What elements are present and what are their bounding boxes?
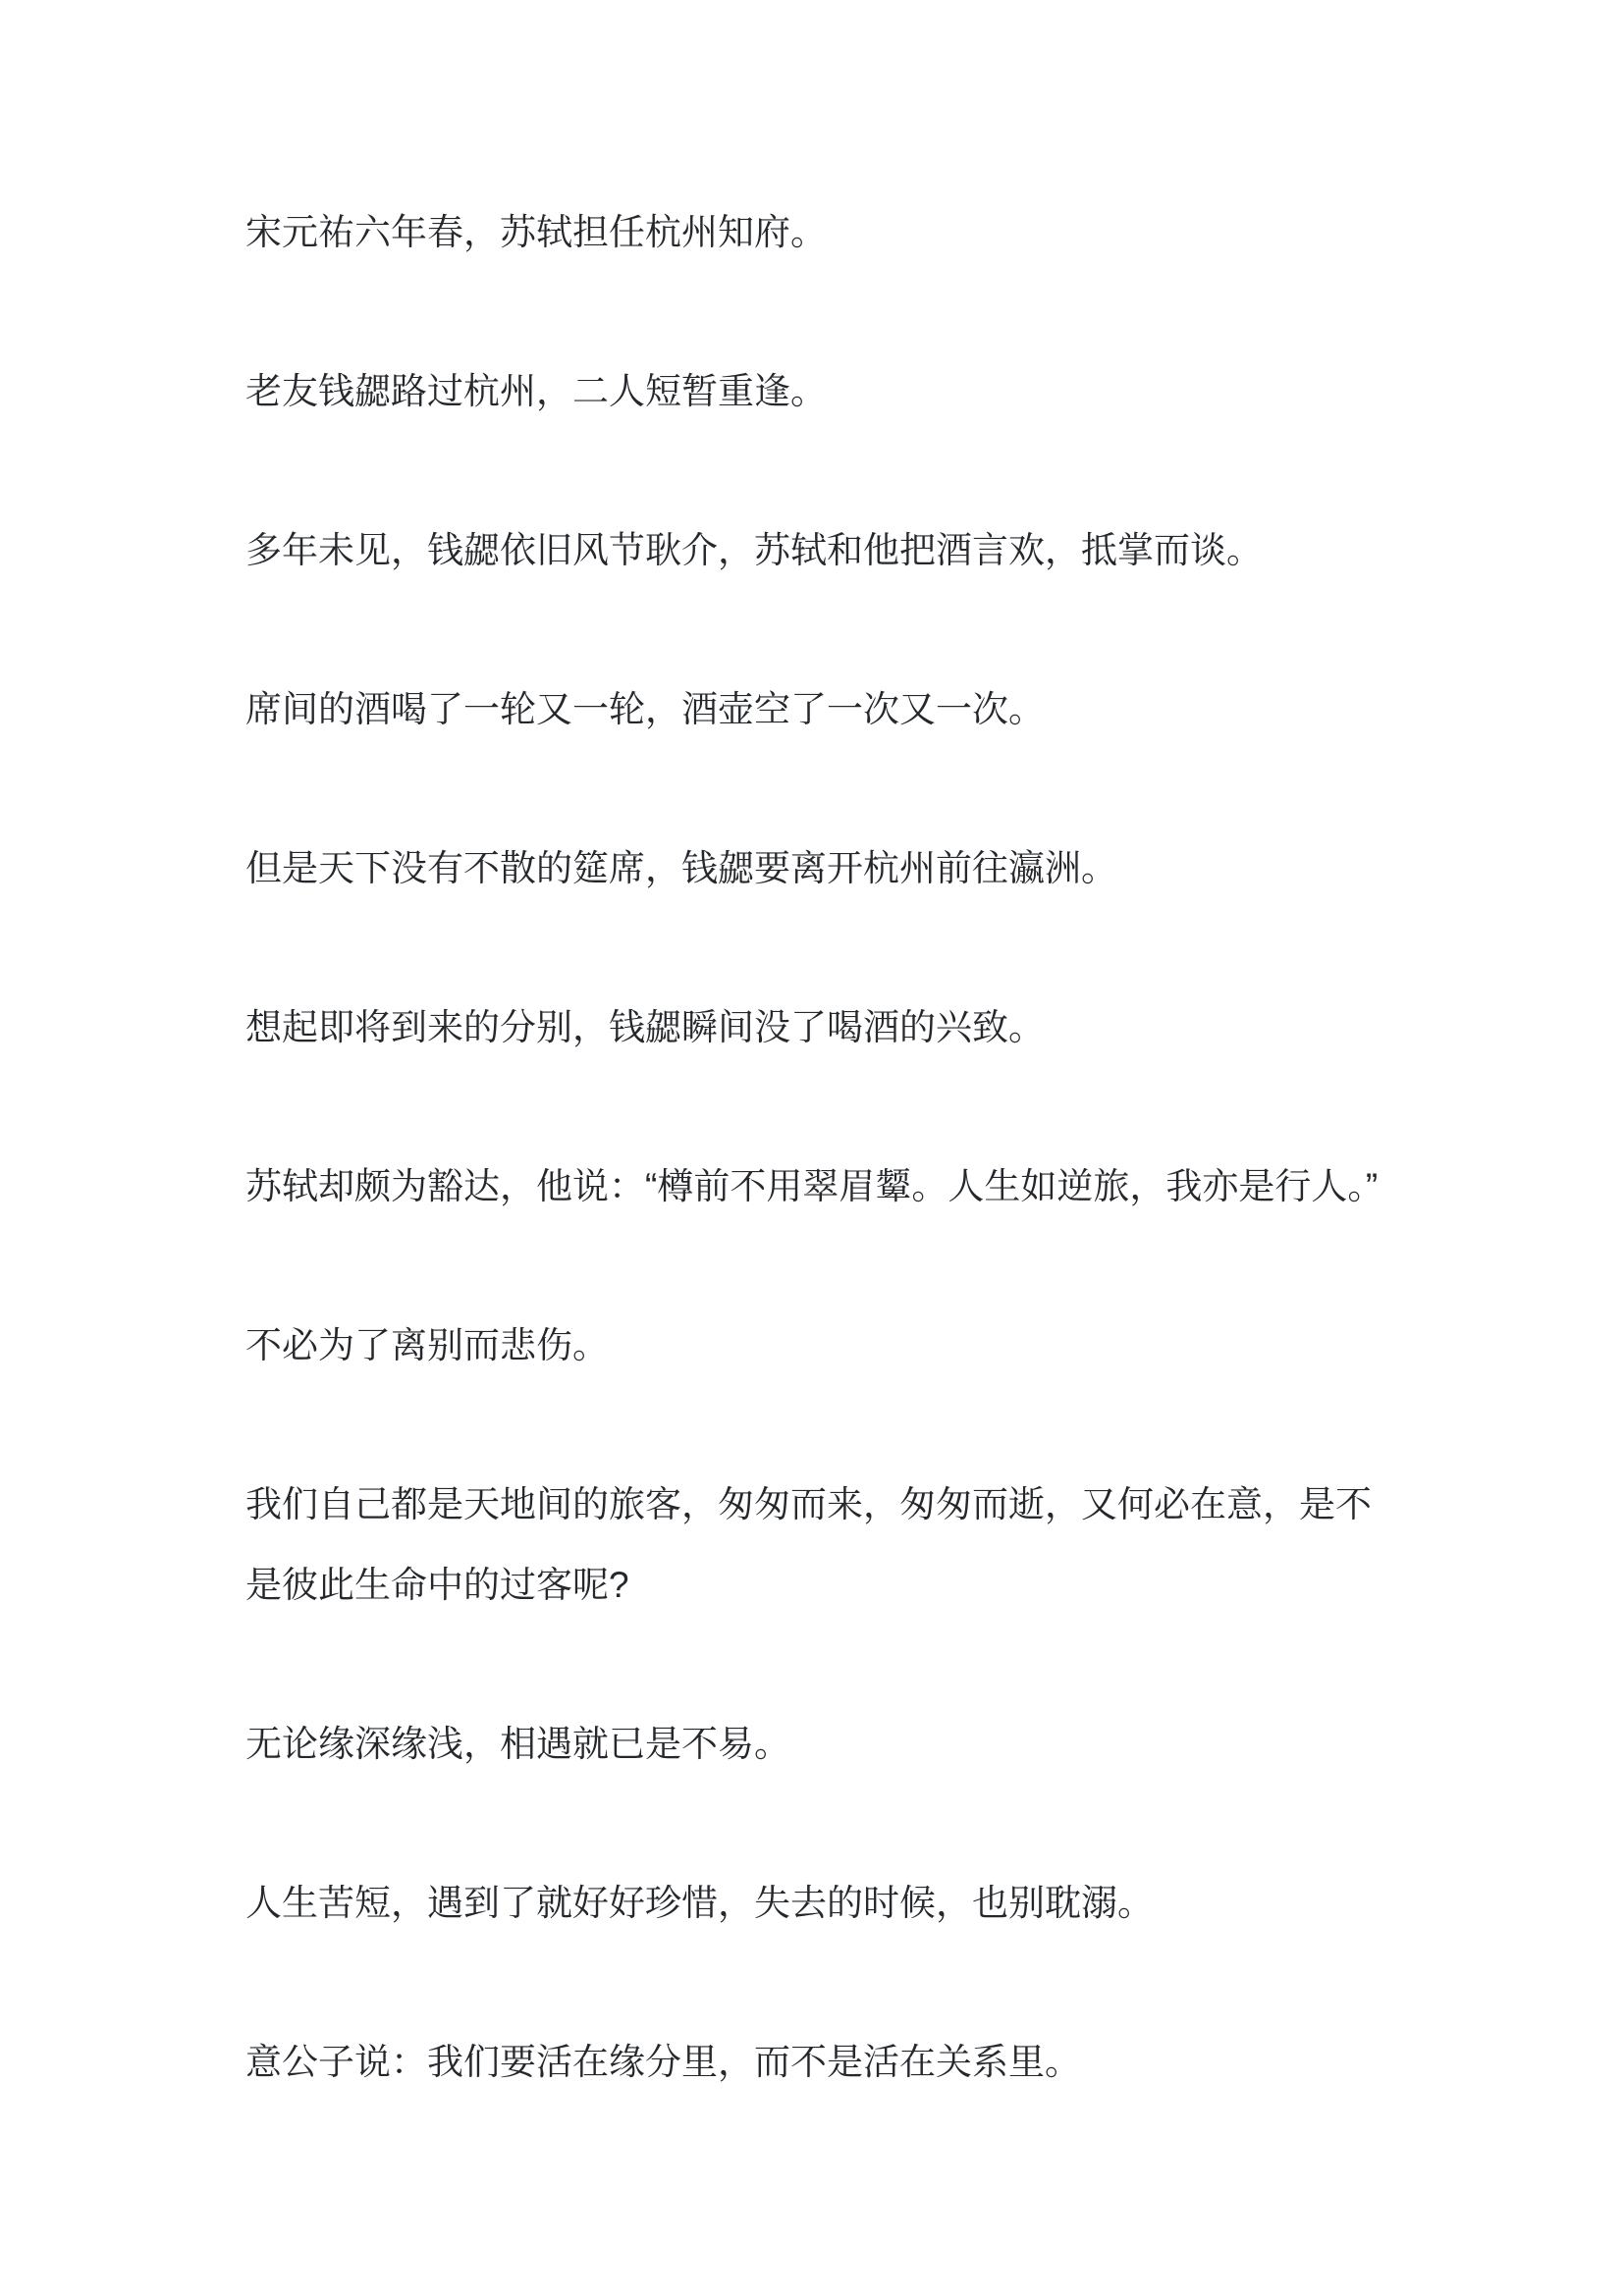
paragraph: 老友钱勰路过杭州，二人短暂重逢。 <box>245 371 827 411</box>
paragraph: 意公子说：我们要活在缘分里，而不是活在关系里。 <box>245 2042 1081 2082</box>
paragraph: 苏轼却颇为豁达，他说：“樽前不用翠眉颦。人生如逆旅，我亦是行人。” <box>245 1166 1379 1206</box>
paragraph: 我们自己都是天地间的旅客，匆匆而来，匆匆而逝，又何必在意，是不是彼此生命中的过客呢? <box>245 1484 1372 1605</box>
paragraph: 人生苦短，遇到了就好好珍惜，失去的时候，也别耽溺。 <box>245 1883 1154 1923</box>
paragraph: 不必为了离别而悲伤。 <box>245 1325 609 1365</box>
paragraph: 宋元祐六年春，苏轼担任杭州知府。 <box>245 212 827 252</box>
paragraph: 无论缘深缘浅，相遇就已是不易。 <box>245 1724 790 1764</box>
paragraph: 但是天下没有不散的筵席，钱勰要离开杭州前往瀛洲。 <box>245 848 1117 888</box>
paragraph: 想起即将到来的分别，钱勰瞬间没了喝酒的兴致。 <box>245 1007 1045 1047</box>
paragraph: 多年未见，钱勰依旧风节耿介，苏轼和他把酒言欢，抵掌而谈。 <box>245 530 1263 570</box>
paragraph: 席间的酒喝了一轮又一轮，酒壶空了一次又一次。 <box>245 689 1045 729</box>
